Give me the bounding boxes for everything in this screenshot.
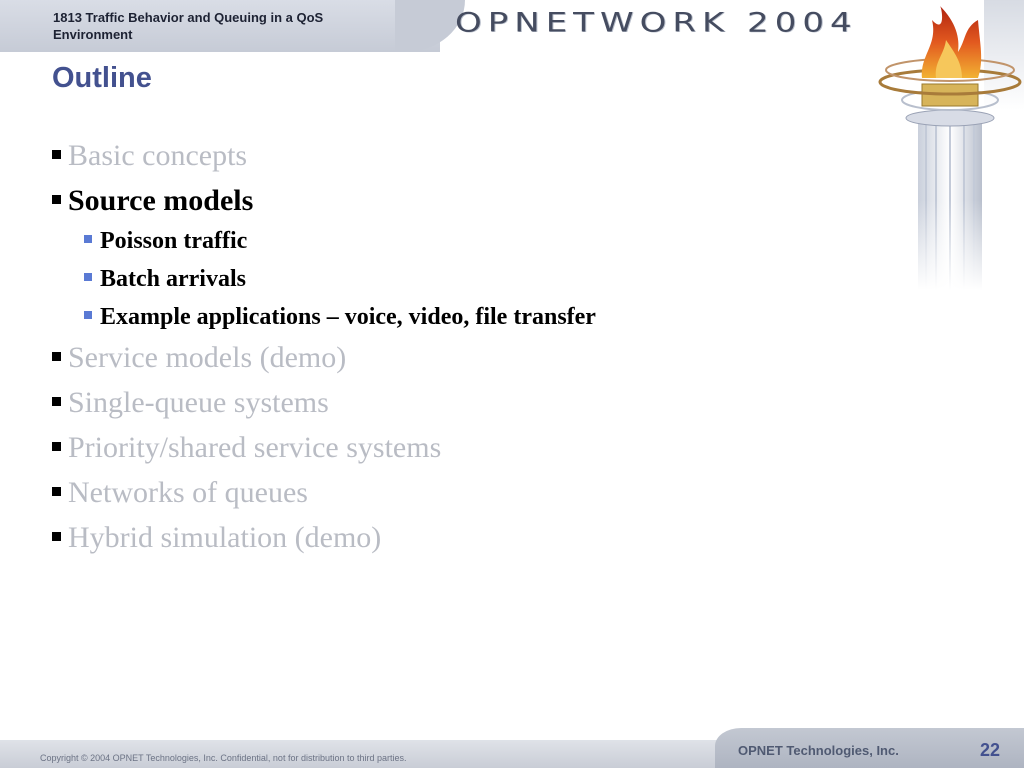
outline-item-label: Single-queue systems [68,386,329,419]
brand-logo-text: OPNETWORK 2004 [455,7,858,39]
outline-item-label: Networks of queues [68,476,308,509]
square-bullet-icon [84,235,92,243]
company-name: OPNET Technologies, Inc. [738,743,899,758]
square-bullet-icon [84,273,92,281]
square-bullet-icon [52,532,61,541]
sub-item-label: Poisson traffic [100,228,248,254]
outline-list [50,135,810,562]
outline-item-label: Priority/shared service systems [68,431,442,464]
square-bullet-icon [52,397,61,406]
outline-item-label: Source models [68,184,254,217]
square-bullet-icon [52,195,61,204]
sub-item-poisson-traffic [50,223,810,261]
outline-item-hybrid-simulation [50,517,810,562]
outline-item-label: Hybrid simulation (demo) [68,521,382,554]
outline-item-source-models [50,180,810,223]
sub-item-example-applications [50,299,810,337]
sub-item-label: Batch arrivals [100,266,246,292]
square-bullet-icon [52,487,61,496]
outline-item-single-queue [50,382,810,427]
square-bullet-icon [52,150,61,159]
slide-title: Outline [52,62,152,94]
square-bullet-icon [84,311,92,319]
outline-item-basic-concepts [50,135,810,180]
square-bullet-icon [52,352,61,361]
sub-item-label: Example applications – voice, video, file transfer [100,304,596,330]
square-bullet-icon [52,442,61,451]
page-number: 22 [980,740,1001,760]
sub-item-batch-arrivals [50,261,810,299]
outline-item-networks-of-queues [50,472,810,517]
outline-item-label: Service models (demo) [68,341,347,374]
outline-item-label: Basic concepts [68,139,248,172]
torch-icon [860,0,1024,290]
copyright-notice: Copyright © 2004 OPNET Technologies, Inc. Confidential, not for distribution to third parties. [40,753,407,763]
outline-item-priority-shared [50,427,810,472]
presentation-title: 1813 Traffic Behavior and Queuing in a QoS Environment [53,10,324,42]
outline-item-service-models [50,337,810,382]
